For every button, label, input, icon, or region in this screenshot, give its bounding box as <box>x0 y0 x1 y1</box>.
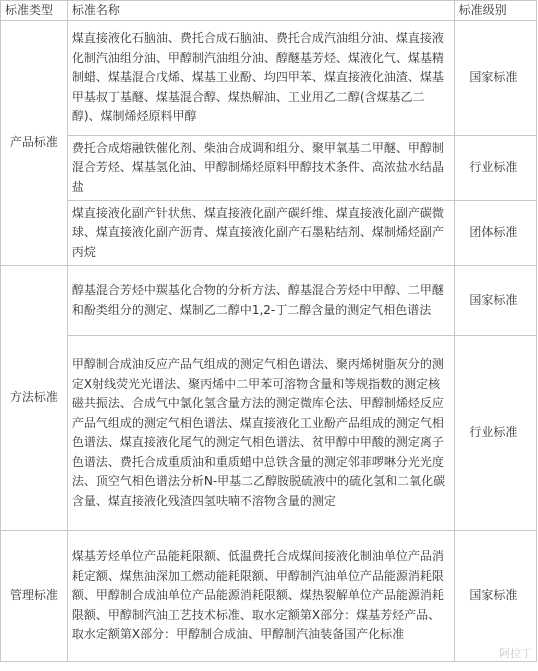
standard-level-cell: 团体标准 <box>454 201 536 266</box>
standard-names-cell: 煤直接液化副产针状焦、煤直接液化副产碳纤维、煤直接液化副产碳微球、煤直接液化副产沥青、煤直接液化副产石墨粘结剂、煤制烯烃副产丙烷 <box>67 201 454 266</box>
table-row <box>1 136 537 201</box>
standard-level-cell: 国家标准 <box>454 266 536 336</box>
standard-names-cell: 费托合成熔融铁催化剂、柴油合成调和组分、聚甲氧基二甲醚、甲醇制混合芳烃、煤基氢化油、甲醇制烯烃原料甲醇技术条件、高浓盐水结晶盐 <box>67 136 454 201</box>
standard-names-cell: 醇基混合芳烃中羰基化合物的分析方法、醇基混合芳烃中甲醇、二甲醚和酚类组分的测定、煤制乙二醇中1,2-丁二醇含量的测定气相色谱法 <box>67 266 454 336</box>
standard-names-cell: 甲醇制合成油反应产品气组成的测定气相色谱法、聚丙烯树脂灰分的测定X射线荧光光谱法、聚丙烯中二甲苯可溶物含量和等规指数的测定核磁共振法、合成气中氯化氢含量方法的测定微库仑法、甲醇制烯烃反应产品气组成的测定气相色谱法、煤直接液化工业酚产品组成的测定气相色谱法、煤直接液化尾气的测定气相色谱法、贫甲醇中甲酸的测定离子色谱法、费托合成重质油和重质蜡中总铁含量的测定邻菲啰啉分光光度法、顶空气相色谱法分析N-甲基二乙醇胺脱硫液中的硫化氢和二氧化碳含量、煤直接液化残渣四氢呋喃不溶物含量的测定 <box>67 336 454 531</box>
standard-level-cell: 行业标准 <box>454 136 536 201</box>
table-row <box>1 336 537 531</box>
header-name: 标准名称 <box>67 1 454 21</box>
watermark: 阿拉丁 <box>499 647 532 660</box>
header-level: 标准级别 <box>454 1 536 21</box>
category-cell: 方法标准 <box>1 266 68 531</box>
standard-names-cell: 煤基芳烃单位产品能耗限额、低温费托合成煤间接液化制油单位产品消耗定额、煤焦油深加工燃动能耗限额、甲醇制汽油单位产品能源消耗限额、甲醇制合成油单位产品能源消耗限额、煤热裂解单位产品能源消耗限额、甲醇制汽油工艺技术标准、取水定额第X部分：煤基芳烃产品、取水定额第X部分：甲醇制合成油、甲醇制汽油装备国产化标准 <box>67 531 454 662</box>
table-row <box>1 201 537 266</box>
table-row <box>1 21 537 136</box>
standard-level-cell: 国家标准 <box>454 21 536 136</box>
table-row <box>1 266 537 336</box>
standard-names-cell: 煤直接液化石脑油、费托合成石脑油、费托合成汽油组分油、煤直接液化制汽油组分油、甲醇制汽油组分油、醇醚基芳烃、煤液化气、煤基精制蜡、煤基混合戊烯、煤基工业酚、均四甲苯、煤直接液化油渣、煤基甲基叔丁基醚、煤基混合醇、煤热解油、工业用乙二醇(含煤基乙二醇)、煤制烯烃原料甲醇 <box>67 21 454 136</box>
category-cell: 管理标准 <box>1 531 68 662</box>
standard-level-cell: 国家标准 <box>454 531 536 662</box>
standard-level-cell: 行业标准 <box>454 336 536 531</box>
header-type: 标准类型 <box>1 1 68 21</box>
table-row <box>1 531 537 662</box>
header-row <box>1 1 537 21</box>
category-cell: 产品标准 <box>1 21 68 266</box>
